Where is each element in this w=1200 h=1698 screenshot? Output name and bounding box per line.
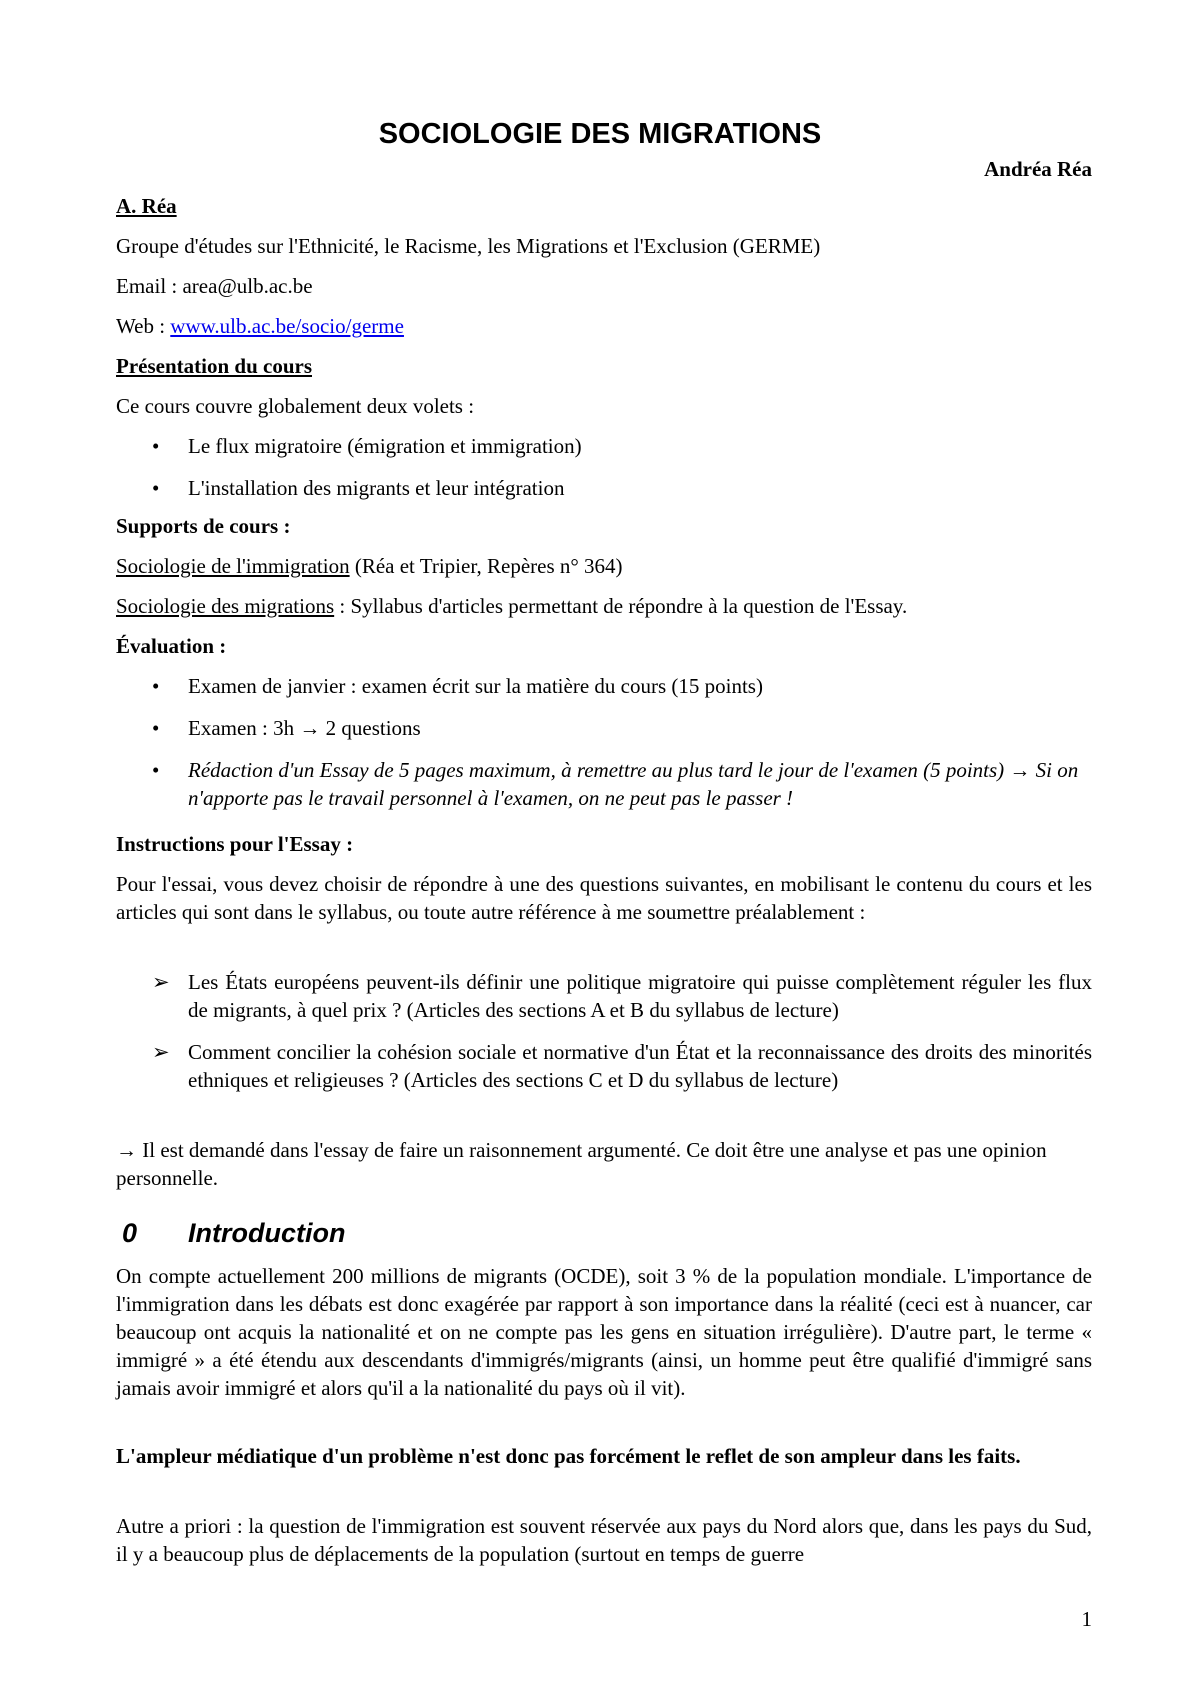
list-item: • Examen : 3h → 2 questions [152,716,421,740]
support-item: Sociologie de l'immigration (Réa et Tripier, Repères n° 364) [116,554,623,578]
evaluation-list [116,672,1092,812]
bullet-icon: • [152,758,160,782]
list-item: • Le flux migratoire (émigration et immigration) [152,434,582,458]
contact-email: Email : area@ulb.ac.be [116,274,313,298]
presentation-heading: Présentation du cours [116,354,312,378]
web-label: Web : [116,314,171,338]
list-item: • L'installation des migrants et leur intégration [152,476,565,500]
essay-heading: Instructions pour l'Essay : [116,832,354,856]
research-group: Groupe d'études sur l'Ethnicité, le Racisme, les Migrations et l'Exclusion (GERME) [116,234,821,258]
section-title: Introduction [188,1218,346,1248]
bullet-icon: • [152,716,160,740]
contact-web [116,312,1092,340]
list-item: ➢ Comment concilier la cohésion sociale et normative d'un État et la reconnaissance des droits des minorités ethniques et religieuses ? (Articles des sections C et D du syllabus de lecture) [152,1040,1092,1092]
essay-questions [116,968,1092,1094]
bullet-icon: • [152,674,160,698]
bold-statement: L'ampleur médiatique d'un problème n'est donc pas forcément le reflet de son ampleur dans les faits. [116,1444,1021,1468]
arrow-bullet-icon: ➢ [152,1040,170,1064]
intro-paragraph: On compte actuellement 200 millions de migrants (OCDE), soit 3 % de la population mondiale. L'importance de l'immigration dans les débats est donc exagérée par rapport à son importance dans la réalité (ceci est à nuancer, car beaucoup ont acquis la nationalité et on ne compte pas les gens en situation irrégulière). D'autre part, le terme « immigré » a été étendu aux descendants d'immigrés/migrants (ainsi, un homme peut être qualifié d'immigré sans jamais avoir immigré et alors qu'il a la nationalité du pays où il vit). [116,1264,1092,1400]
essay-intro: Pour l'essai, vous devez choisir de répondre à une des questions suivantes, en mobilisant le contenu du cours et les articles qui sont dans le syllabus, ou toute autre référence à me soumettre préalablement : [116,872,1092,924]
intro-paragraph-2: Autre a priori : la question de l'immigration est souvent réservée aux pays du Nord alors que, dans les pays du Sud, il y a beaucoup plus de déplacements de la population (surtout en temps de guerre [116,1514,1092,1566]
list-item: • Examen de janvier : examen écrit sur la matière du cours (15 points) [152,674,763,698]
section-number: 0 [122,1218,138,1248]
supports-heading: Supports de cours : [116,514,291,538]
document-title: SOCIOLOGIE DES MIGRATIONS [378,118,822,150]
bullet-icon: • [152,476,160,500]
list-item: ➢ Les États européens peuvent-ils définir une politique migratoire qui puisse complètement réguler les flux de migrants, à quel prix ? (Articles des sections A et B du syllabus de lecture) [152,970,1092,1022]
essay-note: → Il est demandé dans l'essay de faire un raisonnement argumenté. Ce doit être une analyse et pas une opinion personnelle. [116,1138,1047,1190]
bullet-icon: • [152,434,160,458]
author-name: Andréa Réa [984,157,1092,181]
list-item: • Rédaction d'un Essay de 5 pages maximum, à remettre au plus tard le jour de l'examen (5 points) → Si on n'apporte pas le travail personnel à l'examen, on ne peut pas le passer ! [152,758,1079,810]
arrow-bullet-icon: ➢ [152,970,170,994]
presentation-intro: Ce cours couvre globalement deux volets : [116,394,475,418]
web-link[interactable]: www.ulb.ac.be/socio/germe [170,314,404,338]
presentation-list [116,432,1092,502]
page-number: 1 [1081,1607,1092,1631]
contact-name: A. Réa [116,194,177,218]
section-heading [122,1216,345,1250]
support-item: Sociologie des migrations : Syllabus d'articles permettant de répondre à la question de l'Essay. [116,594,908,618]
evaluation-heading: Évaluation : [116,634,227,658]
